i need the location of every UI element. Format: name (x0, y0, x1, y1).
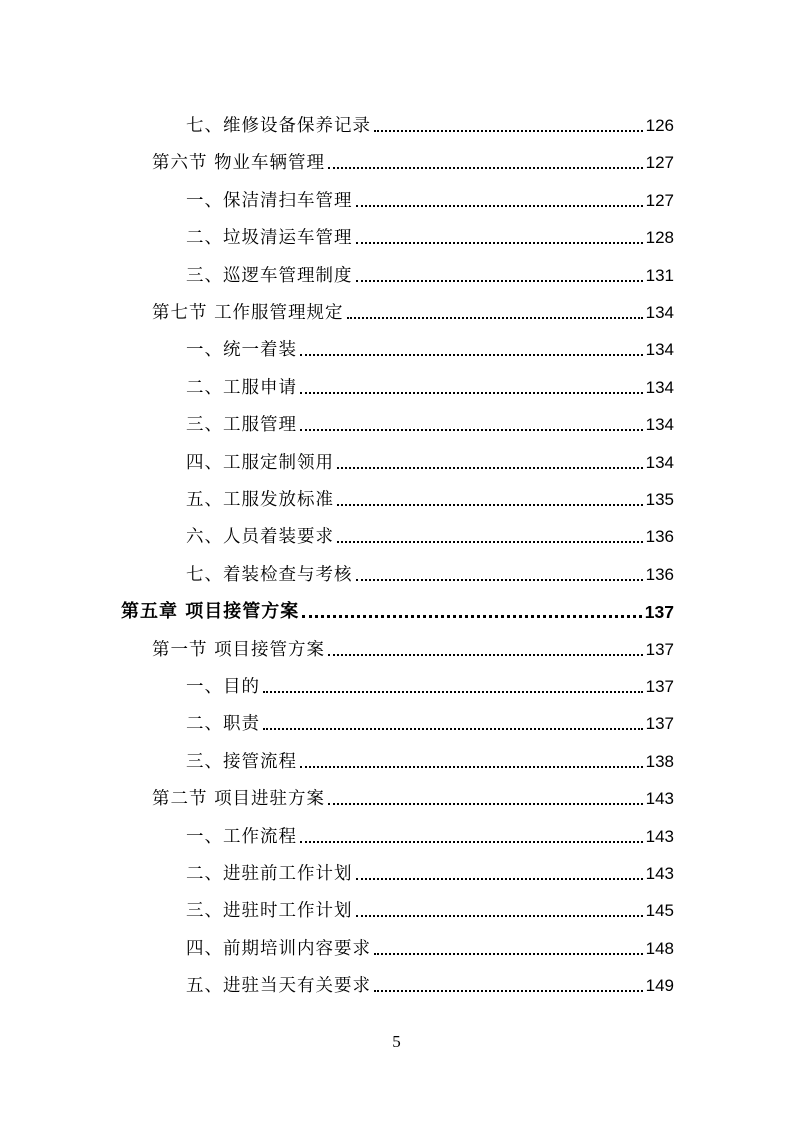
toc-entry-page: 126 (645, 116, 674, 135)
toc-entry-title: 二、垃圾清运车管理 (186, 228, 353, 249)
toc-entry-item[interactable] (186, 250, 674, 287)
dot-leader (337, 504, 643, 506)
dot-leader (300, 354, 643, 356)
toc-entry-page: 135 (645, 490, 674, 509)
dot-leader (300, 392, 643, 394)
toc-entry-page: 134 (645, 303, 674, 322)
toc-entry-page: 134 (645, 415, 674, 435)
dot-leader (347, 317, 643, 319)
toc-entry-item[interactable] (186, 923, 674, 960)
toc-entry-title: 三、进驻时工作计划 (186, 901, 353, 922)
toc-entry-section[interactable] (152, 137, 674, 174)
toc-entry-item[interactable] (186, 212, 674, 249)
dot-leader (300, 841, 643, 843)
dot-leader (356, 878, 643, 880)
toc-entry-title: 第七节 工作服管理规定 (152, 303, 344, 323)
toc-entry-title: 七、着装检查与考核 (186, 564, 353, 585)
toc-entry-item[interactable] (186, 399, 674, 436)
toc-entry-title: 二、工服申请 (186, 377, 297, 398)
toc-entry-title: 一、统一着装 (186, 340, 297, 361)
toc-entry-title: 二、职责 (186, 714, 260, 735)
toc-entry-item[interactable] (186, 474, 674, 511)
dot-leader (356, 205, 643, 207)
toc-entry-page: 128 (645, 228, 674, 248)
toc-entry-page: 127 (645, 190, 674, 210)
toc-entry-page: 143 (645, 826, 674, 846)
toc-entry-item[interactable] (186, 960, 674, 997)
dot-leader (328, 803, 643, 805)
dot-leader (374, 130, 643, 132)
toc-entry-item[interactable] (186, 661, 674, 698)
toc-entry-title: 第五章 项目接管方案 (121, 601, 300, 623)
toc-entry-page: 127 (645, 153, 674, 173)
toc-entry-page: 134 (645, 377, 674, 397)
toc-entry-page: 134 (645, 452, 674, 472)
dot-leader (302, 615, 642, 618)
toc-entry-page: 137 (645, 714, 674, 734)
toc-entry-section[interactable] (152, 773, 674, 810)
dot-leader (374, 990, 643, 992)
toc-entry-item[interactable] (186, 511, 674, 548)
dot-leader (300, 766, 643, 768)
toc-entry-item[interactable] (186, 736, 674, 773)
toc-entry-item[interactable] (186, 100, 674, 137)
toc-entry-item[interactable] (186, 437, 674, 474)
toc-entry-title: 第六节 物业车辆管理 (152, 153, 326, 174)
toc-entry-title: 第一节 项目接管方案 (152, 639, 326, 660)
toc-entry-title: 五、工服发放标准 (186, 490, 334, 510)
toc-entry-title: 三、工服管理 (186, 415, 297, 436)
toc-entry-item[interactable] (186, 324, 674, 361)
toc-entry-title: 三、接管流程 (186, 751, 297, 772)
toc-entry-page: 136 (645, 564, 674, 584)
toc-entry-section[interactable] (152, 624, 674, 661)
toc-entry-title: 七、维修设备保养记录 (186, 116, 371, 136)
toc-entry-page: 134 (645, 340, 674, 360)
toc-entry-page: 148 (645, 938, 674, 958)
toc-entry-item[interactable] (186, 885, 674, 922)
toc-entry-item[interactable] (186, 811, 674, 848)
dot-leader (356, 579, 643, 581)
toc-entry-page: 138 (645, 751, 674, 771)
toc-entry-title: 一、目的 (186, 677, 260, 697)
toc-entry-title: 六、人员着装要求 (186, 527, 334, 548)
toc-entry-title: 四、工服定制领用 (186, 452, 334, 473)
toc-entry-title: 五、进驻当天有关要求 (186, 976, 371, 997)
toc-entry-title: 一、工作流程 (186, 826, 297, 847)
dot-leader (356, 242, 643, 244)
dot-leader (263, 691, 643, 693)
toc-entry-page: 137 (645, 677, 674, 696)
dot-leader (300, 429, 643, 431)
toc-entry-item[interactable] (186, 698, 674, 735)
dot-leader (337, 541, 643, 543)
dot-leader (328, 654, 643, 656)
dot-leader (356, 915, 643, 917)
toc-entry-page: 137 (645, 639, 674, 659)
toc-entry-title: 四、前期培训内容要求 (186, 938, 371, 959)
toc-entry-chapter[interactable] (121, 586, 674, 623)
page-number: 5 (392, 1032, 401, 1051)
toc-entry-item[interactable] (186, 362, 674, 399)
toc-entry-page: 149 (645, 976, 674, 996)
toc-entry-page: 145 (645, 901, 674, 921)
toc-entry-title: 一、保洁清扫车管理 (186, 190, 353, 211)
toc-entry-item[interactable] (186, 848, 674, 885)
dot-leader (374, 953, 643, 955)
toc-entry-item[interactable] (186, 549, 674, 586)
toc-entry-page: 131 (645, 265, 674, 285)
toc-entry-section[interactable] (152, 287, 674, 324)
toc-entry-item[interactable] (186, 175, 674, 212)
dot-leader (263, 728, 643, 730)
dot-leader (328, 167, 643, 169)
toc-entry-page: 143 (645, 864, 674, 883)
dot-leader (356, 280, 643, 282)
toc-entry-page: 143 (645, 789, 674, 809)
toc-entry-page: 136 (645, 527, 674, 547)
toc-entry-title: 第二节 项目进驻方案 (152, 789, 326, 810)
dot-leader (337, 467, 643, 469)
toc-entry-title: 二、进驻前工作计划 (186, 864, 353, 884)
toc-entry-page: 137 (644, 602, 674, 623)
toc-entry-title: 三、巡逻车管理制度 (186, 265, 353, 286)
